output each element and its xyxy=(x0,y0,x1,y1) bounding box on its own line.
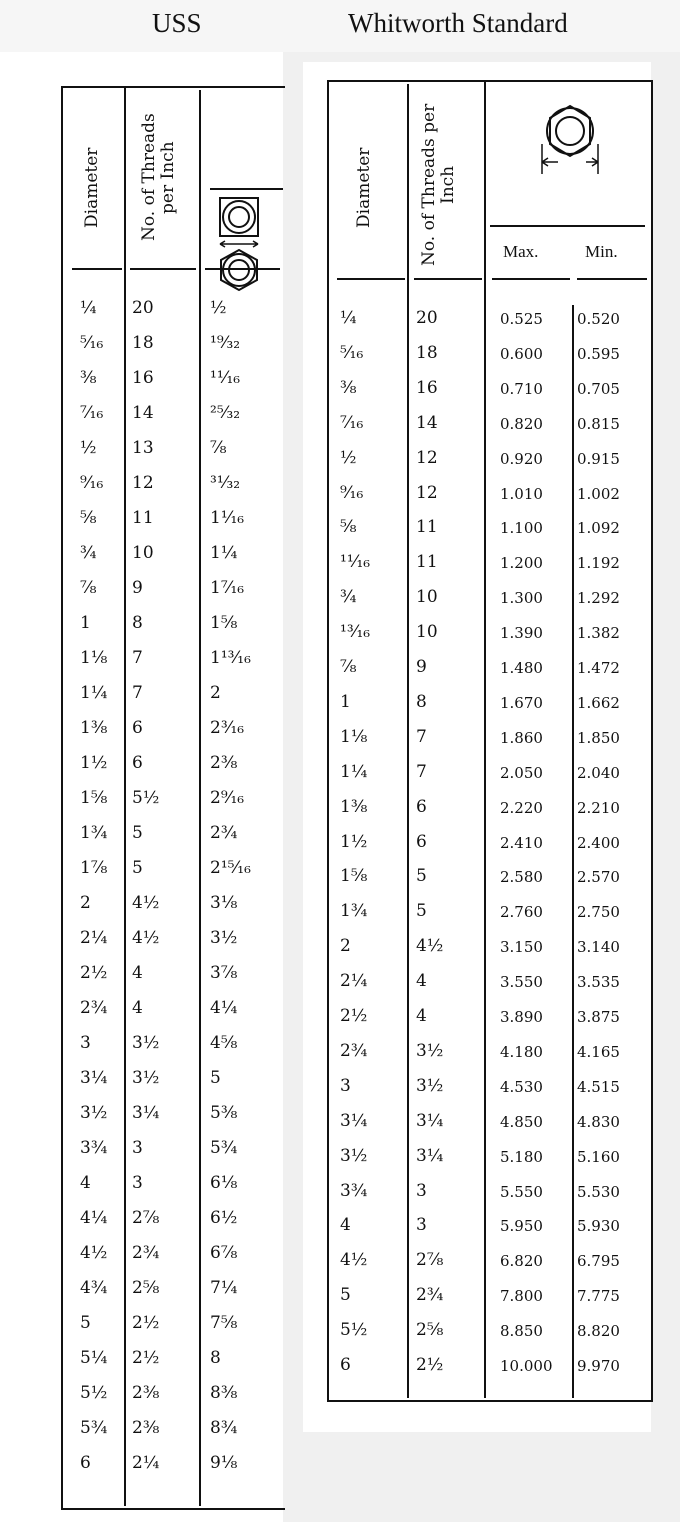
table-cell: 4½ xyxy=(132,893,160,913)
table-cell: 3 xyxy=(416,1215,427,1236)
table-cell: 2⁹⁄₁₆ xyxy=(210,788,245,808)
table-cell: 2¾ xyxy=(210,823,238,843)
table-cell: 1⅝ xyxy=(210,613,238,633)
table-cell: 2.750 xyxy=(577,903,620,922)
table-cell: 2⅜ xyxy=(210,753,238,773)
table-cell: 12 xyxy=(132,473,154,493)
table-cell: 13 xyxy=(132,438,154,458)
table-cell: 5 xyxy=(416,901,427,922)
table-cell: 9 xyxy=(132,578,143,598)
table-cell: 8 xyxy=(416,691,427,712)
table-cell: 6⅛ xyxy=(210,1173,238,1193)
table-cell: 5 xyxy=(80,1313,91,1333)
table-cell: 2⅞ xyxy=(132,1208,160,1228)
table-cell: 12 xyxy=(416,482,438,503)
table-cell: 2.760 xyxy=(500,903,543,922)
table-cell: 5½ xyxy=(132,788,160,808)
table-cell: 1.010 xyxy=(500,484,543,503)
table-cell: ½ xyxy=(340,447,357,468)
table-cell: ³¹⁄₃₂ xyxy=(210,473,241,493)
table-cell: 8 xyxy=(132,613,143,633)
table-cell: 18 xyxy=(132,333,154,353)
table-cell: 1.472 xyxy=(577,659,620,677)
whitworth-header-diameter: Diameter xyxy=(354,147,374,228)
table-cell: 3¾ xyxy=(340,1180,368,1201)
table-cell: 3½ xyxy=(132,1068,160,1088)
table-cell: 2⅝ xyxy=(416,1320,444,1341)
table-cell: 1 xyxy=(80,613,91,633)
table-cell: 1¼ xyxy=(80,683,108,703)
table-cell: 4.165 xyxy=(577,1042,620,1061)
table-cell: 5 xyxy=(340,1285,351,1306)
table-cell: 2 xyxy=(340,936,351,957)
table-cell: 6.820 xyxy=(500,1252,543,1271)
table-cell: 5 xyxy=(132,823,143,843)
table-cell: 2⅜ xyxy=(132,1418,160,1438)
table-cell: 6 xyxy=(416,831,427,852)
table-cell: ¾ xyxy=(340,587,357,608)
table-cell: ¹⁹⁄₃₂ xyxy=(210,333,241,353)
table-cell: 1.300 xyxy=(500,589,543,608)
table-cell: 18 xyxy=(416,342,438,363)
table-cell: 2.210 xyxy=(577,798,620,817)
table-cell: 0.710 xyxy=(500,379,543,398)
table-cell: 2¼ xyxy=(132,1453,160,1473)
table-cell: 0.820 xyxy=(500,414,543,433)
table-cell: 0.595 xyxy=(577,344,620,363)
whitworth-header-min: Min. xyxy=(585,242,618,261)
table-cell: ¼ xyxy=(340,308,357,328)
table-cell: 1 xyxy=(340,691,351,712)
table-cell: 2.410 xyxy=(500,833,543,852)
table-cell: 2½ xyxy=(132,1348,160,1368)
table-cell: 1¹³⁄₁₆ xyxy=(210,648,251,668)
table-cell: 3½ xyxy=(80,1103,108,1123)
table-cell: 11 xyxy=(132,508,154,528)
table-cell: 5⅜ xyxy=(210,1103,238,1123)
table-cell: ¹¹⁄₁₆ xyxy=(210,368,241,388)
table-cell: 0.600 xyxy=(500,344,543,363)
table-cell: 1.480 xyxy=(500,659,543,677)
table-cell: 6⅞ xyxy=(210,1243,238,1263)
whitworth-header-threads: No. of Threads per Inch xyxy=(419,103,458,267)
table-cell: ⁵⁄₁₆ xyxy=(80,333,104,353)
table-cell: 2⅝ xyxy=(132,1278,160,1298)
table-cell: 10 xyxy=(132,543,154,563)
uss-header-threads: No. of Threads per Inch xyxy=(139,113,178,242)
table-cell: 3½ xyxy=(210,928,238,948)
table-cell: 5 xyxy=(416,866,427,887)
table-cell: 9 xyxy=(416,657,427,677)
table-cell: 4.830 xyxy=(577,1112,620,1131)
table-cell: 1⅛ xyxy=(340,726,368,747)
table-cell: 1.860 xyxy=(500,728,543,747)
table-cell: ⁷⁄₁₆ xyxy=(340,412,364,433)
table-cell: 2½ xyxy=(80,963,108,983)
table-cell: 0.520 xyxy=(577,310,620,328)
table-cell: 5.530 xyxy=(577,1182,620,1201)
table-cell: 1¾ xyxy=(340,901,368,922)
table-cell: 4 xyxy=(416,971,427,992)
table-cell: 5.950 xyxy=(500,1217,543,1236)
table-cell: 2 xyxy=(210,683,221,703)
table-cell: 5¾ xyxy=(80,1418,108,1438)
table-cell: 1.092 xyxy=(577,519,620,538)
table-cell: 1.002 xyxy=(577,484,620,503)
table-cell: 5¾ xyxy=(210,1138,238,1158)
whitworth-title: Whitworth Standard xyxy=(348,8,568,38)
table-cell: 1½ xyxy=(80,753,108,773)
table-cell: 2.220 xyxy=(500,798,543,817)
table-cell: ⅞ xyxy=(210,438,227,458)
table-cell: 4½ xyxy=(80,1243,108,1263)
table-cell: 5¼ xyxy=(80,1348,108,1368)
table-cell: 0.705 xyxy=(577,379,620,398)
table-cell: ⅞ xyxy=(340,657,357,677)
table-cell: 3½ xyxy=(340,1145,368,1166)
table-cell: 4⅝ xyxy=(210,1033,238,1053)
table-cell: 1.670 xyxy=(500,693,543,712)
hex-nut-diagram-icon xyxy=(530,100,610,180)
table-cell: ⁹⁄₁₆ xyxy=(80,473,104,493)
table-cell: 4.850 xyxy=(500,1112,543,1131)
table-cell: 2¼ xyxy=(80,928,108,948)
table-cell: 12 xyxy=(416,447,438,468)
table-cell: 2⅞ xyxy=(416,1250,444,1271)
table-cell: 4 xyxy=(132,963,143,983)
table-cell: 1.662 xyxy=(577,693,620,712)
table-cell: 2⅜ xyxy=(132,1383,160,1403)
table-cell: 6 xyxy=(340,1355,351,1375)
table-cell: 2 xyxy=(80,893,91,913)
table-cell: ⅜ xyxy=(80,368,97,388)
table-cell: 4¾ xyxy=(80,1278,108,1298)
table-cell: 10 xyxy=(416,622,438,643)
table-cell: 11 xyxy=(416,517,438,538)
table-cell: 9⅛ xyxy=(210,1453,238,1473)
table-cell: 5½ xyxy=(80,1383,108,1403)
table-cell: 7 xyxy=(416,761,427,782)
table-cell: ⁷⁄₁₆ xyxy=(80,403,104,423)
table-cell: 11 xyxy=(416,552,438,573)
table-cell: 3½ xyxy=(416,1075,444,1096)
table-cell: 4¼ xyxy=(210,998,238,1018)
table-cell: 7 xyxy=(132,683,143,703)
table-cell: ²⁵⁄₃₂ xyxy=(210,403,241,423)
table-cell: 20 xyxy=(132,298,154,318)
table-cell: 3¼ xyxy=(132,1103,160,1123)
table-cell: 10 xyxy=(416,587,438,608)
table-cell: 3.550 xyxy=(500,973,543,992)
table-cell: 4 xyxy=(416,1006,427,1026)
table-cell: 1.100 xyxy=(500,519,543,538)
table-cell: 3 xyxy=(132,1138,143,1158)
table-cell: 3.150 xyxy=(500,938,543,957)
table-cell: 2¹⁵⁄₁₆ xyxy=(210,858,251,878)
table-cell: 5.550 xyxy=(500,1182,543,1201)
table-cell: 8.820 xyxy=(577,1322,620,1341)
table-cell: 1⁷⁄₁₆ xyxy=(210,578,245,598)
table-cell: ⅞ xyxy=(80,578,97,598)
table-cell: 2¾ xyxy=(340,1040,368,1061)
table-cell: 7.800 xyxy=(500,1287,543,1306)
table-cell: 0.915 xyxy=(577,449,620,468)
table-cell: 3¼ xyxy=(80,1068,108,1088)
table-cell: 3¾ xyxy=(80,1138,108,1158)
table-cell: ¾ xyxy=(80,543,97,563)
table-cell: 14 xyxy=(416,412,438,433)
table-cell: 2¼ xyxy=(340,971,368,992)
table-cell: 6 xyxy=(80,1453,91,1473)
table-cell: 4½ xyxy=(132,928,160,948)
table-cell: 5 xyxy=(210,1068,221,1088)
table-cell: 1.200 xyxy=(500,554,543,573)
table-cell: 1⅛ xyxy=(80,648,108,668)
table-cell: ⅜ xyxy=(340,377,357,398)
table-cell: 1.850 xyxy=(577,728,620,747)
table-cell: ⁹⁄₁₆ xyxy=(340,482,364,503)
table-cell: ½ xyxy=(80,438,97,458)
table-cell: 20 xyxy=(416,308,438,328)
table-cell: 6.795 xyxy=(577,1252,620,1271)
table-cell: 5 xyxy=(132,858,143,878)
table-cell: 4 xyxy=(80,1173,91,1193)
table-cell: 2.400 xyxy=(577,833,620,852)
table-cell: 6 xyxy=(416,796,427,817)
table-cell: 4 xyxy=(340,1215,351,1236)
table-cell: 7.775 xyxy=(577,1287,620,1306)
table-cell: 16 xyxy=(132,368,154,388)
table-cell: ¹¹⁄₁₆ xyxy=(340,552,371,573)
table-cell: 4.530 xyxy=(500,1077,543,1096)
table-cell: 3½ xyxy=(416,1040,444,1061)
table-cell: 2.570 xyxy=(577,868,620,887)
header-band xyxy=(0,0,680,52)
table-cell: 4 xyxy=(132,998,143,1018)
table-cell: 0.525 xyxy=(500,310,543,328)
table-cell: 2½ xyxy=(340,1006,368,1026)
table-cell: 5.160 xyxy=(577,1147,620,1166)
table-cell: 0.920 xyxy=(500,449,543,468)
table-cell: 3⅞ xyxy=(210,963,238,983)
table-cell: 3 xyxy=(80,1033,91,1053)
table-cell: 1⅝ xyxy=(340,866,368,887)
table-cell: 1.382 xyxy=(577,624,620,643)
table-cell: 1½ xyxy=(340,831,368,852)
table-cell: 8.850 xyxy=(500,1322,543,1341)
table-cell: 16 xyxy=(416,377,438,398)
table-cell: 3.890 xyxy=(500,1008,543,1026)
table-cell: 5.180 xyxy=(500,1147,543,1166)
table-cell: 6½ xyxy=(210,1208,238,1228)
table-cell: 2½ xyxy=(132,1313,160,1333)
table-cell: 6 xyxy=(132,718,143,738)
table-cell: 2½ xyxy=(416,1355,444,1375)
table-cell: 1¹⁄₁₆ xyxy=(210,508,245,528)
table-cell: ¹³⁄₁₆ xyxy=(340,622,371,643)
table-cell: 3 xyxy=(132,1173,143,1193)
table-cell: 1⅝ xyxy=(80,788,108,808)
table-cell: 1.390 xyxy=(500,624,543,643)
table-cell: 2.050 xyxy=(500,763,543,782)
table-cell: 2¾ xyxy=(80,998,108,1018)
table-cell: 2.040 xyxy=(577,763,620,782)
table-cell: 3¼ xyxy=(416,1145,444,1166)
table-cell: 3½ xyxy=(132,1033,160,1053)
table-cell: 3¼ xyxy=(416,1110,444,1131)
table-cell: 3 xyxy=(416,1180,427,1201)
table-cell: ¼ xyxy=(80,298,97,318)
table-cell: 1.192 xyxy=(577,554,620,573)
table-cell: 8¾ xyxy=(210,1418,238,1438)
table-cell: 8⅜ xyxy=(210,1383,238,1403)
table-cell: 0.815 xyxy=(577,414,620,433)
table-cell: 3¼ xyxy=(340,1110,368,1131)
table-cell: ⁵⁄₁₆ xyxy=(340,342,364,363)
table-cell: ½ xyxy=(210,298,227,318)
table-cell: 8 xyxy=(210,1348,221,1368)
table-cell: ⅝ xyxy=(340,517,357,538)
table-cell: 1⅜ xyxy=(80,718,108,738)
table-cell: 4¼ xyxy=(80,1208,108,1228)
nut-diagram-icon xyxy=(214,196,264,341)
table-cell: 7 xyxy=(132,648,143,668)
table-cell: 5½ xyxy=(340,1320,368,1341)
table-cell: 2.580 xyxy=(500,868,543,887)
table-cell: 2¾ xyxy=(132,1243,160,1263)
table-cell: 3 xyxy=(340,1075,351,1096)
uss-title: USS xyxy=(152,8,202,38)
table-cell: 3.875 xyxy=(577,1008,620,1026)
table-cell: 9.970 xyxy=(577,1357,620,1375)
whitworth-header-max: Max. xyxy=(503,242,539,261)
table-cell: 1⅞ xyxy=(80,858,108,878)
table-cell: 7 xyxy=(416,726,427,747)
uss-header-diameter: Diameter xyxy=(82,147,102,228)
table-cell: 6 xyxy=(132,753,143,773)
table-cell: 14 xyxy=(132,403,154,423)
table-cell: 10.000 xyxy=(500,1357,553,1375)
table-cell: 1¾ xyxy=(80,823,108,843)
table-cell: 1⅜ xyxy=(340,796,368,817)
table-cell: 2¾ xyxy=(416,1285,444,1306)
table-cell: 2³⁄₁₆ xyxy=(210,718,245,738)
table-cell: 1¼ xyxy=(340,761,368,782)
table-cell: 4½ xyxy=(416,936,444,957)
table-cell: ⅝ xyxy=(80,508,97,528)
table-cell: 4.515 xyxy=(577,1077,620,1096)
table-cell: 3⅛ xyxy=(210,893,238,913)
table-cell: 3.140 xyxy=(577,938,620,957)
table-cell: 7⅝ xyxy=(210,1313,238,1333)
table-cell: 7¼ xyxy=(210,1278,238,1298)
table-cell: 3.535 xyxy=(577,973,620,992)
table-cell: 5.930 xyxy=(577,1217,620,1236)
table-cell: 4½ xyxy=(340,1250,368,1271)
table-cell: 4.180 xyxy=(500,1042,543,1061)
table-cell: 1¼ xyxy=(210,543,238,563)
table-cell: 1.292 xyxy=(577,589,620,608)
